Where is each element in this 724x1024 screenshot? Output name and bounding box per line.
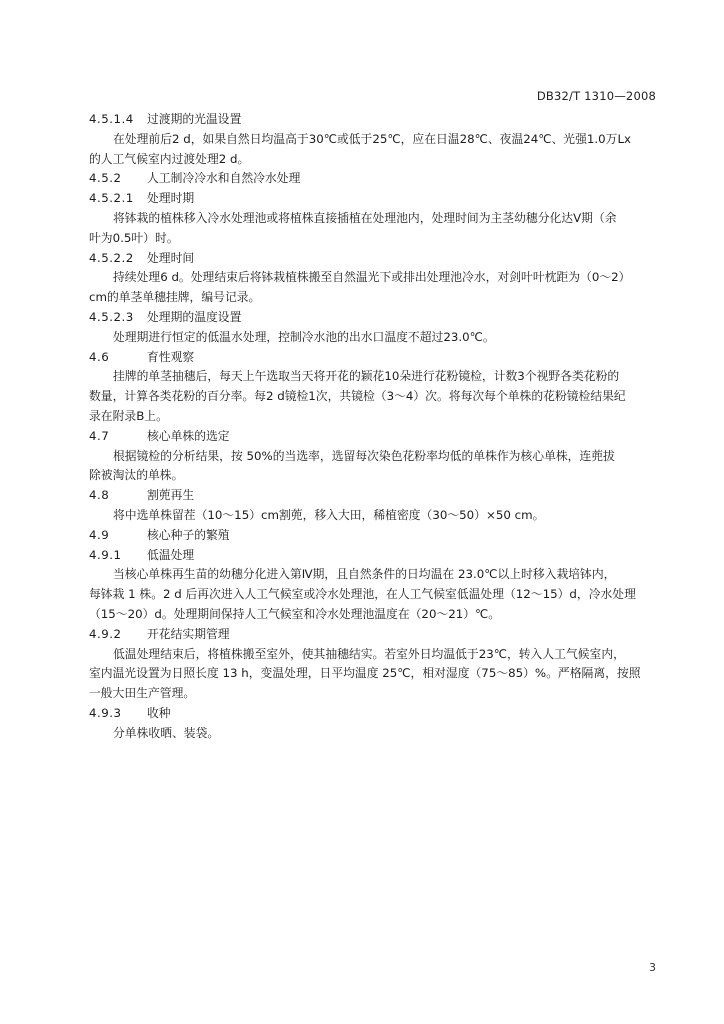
heading-line (89, 526, 661, 546)
heading-line (89, 546, 661, 566)
paragraph-line: 将钵栽的植株移入冷水处理池或将植株直接插植在处理池内，处理时间为主茎幼穗分化达Ⅴ期（余 (113, 210, 617, 225)
document-body (89, 110, 661, 744)
paragraph-line: 持续处理6 d。处理结束后将钵栽植株搬至自然温光下或排出处理池冷水，对剑叶叶枕距为（0～2） (113, 270, 631, 285)
page-number: 3 (649, 961, 656, 974)
section-heading (89, 625, 661, 645)
paragraph (89, 506, 661, 526)
section-heading (89, 110, 661, 130)
paragraph (89, 565, 661, 624)
heading-line (89, 348, 661, 368)
heading-line (89, 249, 661, 269)
section-number: 4.5.2.3 (89, 309, 134, 324)
section-title: 核心种子的繁殖 (147, 527, 230, 542)
heading-line (89, 308, 661, 328)
paragraph (89, 447, 661, 487)
paragraph-line: 录在附录B上。 (89, 408, 168, 423)
section-heading (89, 249, 661, 269)
paragraph-line: 当核心单株再生苗的幼穗分化进入第Ⅳ期，且自然条件的日均温在 23.0℃以上时移入栽培钵内， (113, 567, 616, 582)
paragraph (89, 724, 661, 744)
section-title: 人工制冷冷水和自然冷水处理 (147, 171, 301, 186)
section-title: 过渡期的光温设置 (147, 112, 242, 126)
section-heading (89, 348, 661, 368)
paragraph-line: cm的单茎单穗挂牌，编号记录。 (89, 290, 261, 305)
paragraph-line: 室内温光设置为日照长度 13 h，变温处理，日平均温度 25℃，相对湿度（75～85）%。严格隔离，按照 (89, 666, 641, 681)
section-heading (89, 704, 661, 724)
paragraph-line: 叶为0.5叶）时。 (89, 230, 179, 245)
paragraph-line: 将中选单株留茬（10～15）cm割蔸，移入大田，稀植密度（30～50）×50 cm。 (113, 507, 545, 522)
section-number: 4.7 (89, 428, 110, 443)
section-title: 低温处理 (147, 547, 195, 562)
section-heading (89, 546, 661, 566)
section-heading (89, 169, 661, 189)
paragraph-line: 根据镜检的分析结果，按 50%的当选率，选留每次染色花粉率均低的单株作为核心单株，连蔸拔 (113, 448, 615, 463)
paragraph (89, 209, 661, 249)
section-title: 处理时期 (147, 191, 195, 206)
section-number: 4.5.2.1 (89, 191, 134, 206)
section-title: 育性观察 (147, 349, 195, 364)
paragraph-line: 除被淘汰的单株。 (89, 468, 184, 483)
section-number: 4.9.2 (89, 626, 122, 641)
heading-line (89, 169, 661, 189)
section-title: 割蔸再生 (147, 488, 195, 503)
paragraph (89, 367, 661, 426)
section-heading (89, 308, 661, 328)
heading-line (89, 625, 661, 645)
paragraph (89, 268, 661, 308)
section-title: 核心单株的选定 (147, 428, 230, 443)
heading-line (89, 189, 661, 209)
paragraph (89, 645, 661, 704)
paragraph (89, 130, 661, 170)
section-number: 4.5.1.4 (89, 112, 134, 126)
paragraph-line: 分单株收晒、装袋。 (113, 725, 220, 740)
section-number: 4.5.2 (89, 171, 122, 186)
section-title: 收种 (147, 705, 171, 720)
heading-line (89, 427, 661, 447)
section-number: 4.9.3 (89, 705, 122, 720)
heading-line (89, 110, 661, 130)
paragraph-line: 低温处理结束后，将植株搬至室外，使其抽穗结实。若室外日均温低于23℃，转入人工气候室内， (113, 646, 625, 661)
paragraph-line: 一般大田生产管理。 (89, 686, 196, 701)
section-number: 4.6 (89, 349, 110, 364)
section-heading (89, 526, 661, 546)
paragraph-line: 数量，计算各类花粉的百分率。每2 d镜检1次，共镜检（3～4）次。将每次每个单株的花粉镜检结果纪 (89, 389, 626, 404)
section-title: 开花结实期管理 (147, 626, 230, 641)
section-heading (89, 189, 661, 209)
section-number: 4.9.1 (89, 547, 122, 562)
paragraph (89, 328, 661, 348)
paragraph-line: 挂牌的单茎抽穗后，每天上午选取当天将开花的颖花10朵进行花粉镜检，计数3个视野各类花粉的 (113, 369, 620, 384)
heading-line (89, 486, 661, 506)
section-heading (89, 427, 661, 447)
paragraph-line: 每钵栽 1 株。2 d 后再次进入人工气候室或冷水处理池，在人工气候室低温处理（12～15）d，冷水处理 (89, 587, 636, 602)
paragraph-line: （15～20）d。处理期间保持人工气候室和冷水处理池温度在（20～21）℃。 (89, 606, 501, 621)
section-number: 4.9 (89, 527, 110, 542)
paragraph-line: 处理期进行恒定的低温水处理，控制冷水池的出水口温度不超过23.0℃。 (113, 329, 495, 344)
standard-code: DB32/T 1310—2008 (536, 89, 656, 103)
section-title: 处理期的温度设置 (147, 309, 242, 324)
section-number: 4.5.2.2 (89, 250, 134, 265)
paragraph-line: 在处理前后2 d，如果自然日均温高于30℃或低于25℃，应在日温28℃、夜温24℃、光强1.0万Lx (113, 131, 632, 146)
section-number: 4.8 (89, 488, 110, 503)
section-title: 处理时间 (147, 250, 195, 265)
paragraph-line: 的人工气候室内过渡处理2 d。 (89, 151, 250, 166)
heading-line (89, 704, 661, 724)
section-heading (89, 486, 661, 506)
